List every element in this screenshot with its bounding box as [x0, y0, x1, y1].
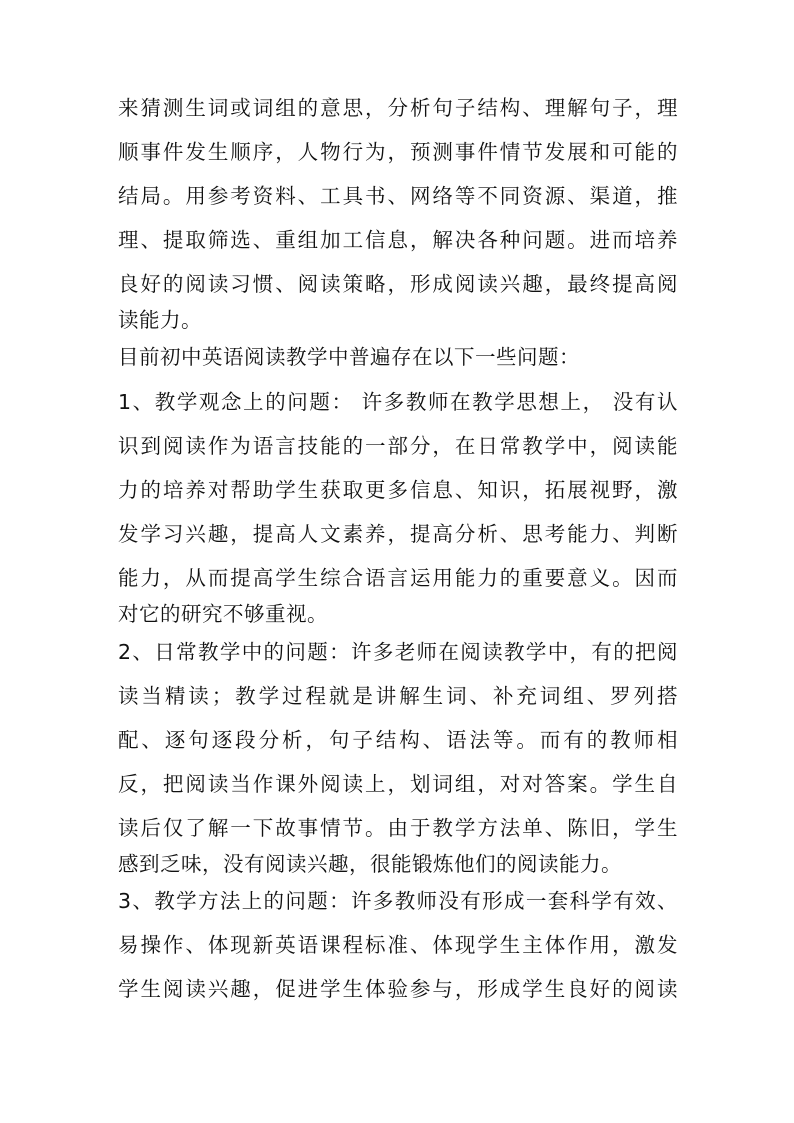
- text-line: 目前初中英语阅读教学中普遍存在以下一些问题：: [118, 345, 580, 369]
- text-line: 3、教学方法上的问题：许多教师没有形成一套科学有效、: [118, 889, 678, 913]
- text-line: 顺事件发生顺序，人物行为，预测事件情节发展和可能的: [118, 140, 678, 164]
- text-line: 易操作、体现新英语课程标准、体现学生主体作用，激发: [118, 933, 678, 957]
- text-line: 来猜测生词或词组的意思，分析句子结构、理解句子，理: [118, 96, 678, 120]
- text-line: 感到乏味，没有阅读兴趣，很能锻炼他们的阅读能力。: [118, 852, 622, 876]
- text-line: 能力，从而提高学生综合语言运用能力的重要意义。因而: [118, 566, 678, 590]
- text-line: 理、提取筛选、重组加工信息，解决各种问题。进而培养: [118, 228, 678, 252]
- text-line: 2、日常教学中的问题：许多老师在阅读教学中，有的把阅: [118, 640, 678, 664]
- text-line: 发学习兴趣，提高人文素养，提高分析、思考能力、判断: [118, 522, 678, 546]
- text-line: 识到阅读作为语言技能的一部分，在日常教学中，阅读能: [118, 434, 678, 458]
- text-line: 力的培养对帮助学生获取更多信息、知识，拓展视野，激: [118, 478, 678, 502]
- text-line: 学生阅读兴趣，促进学生体验参与，形成学生良好的阅读: [118, 977, 678, 1001]
- text-line: 1、教学观念上的问题： 许多教师在教学思想上， 没有认: [118, 390, 678, 414]
- text-line: 反，把阅读当作课外阅读上，划词组，对对答案。学生自: [118, 772, 678, 796]
- text-line: 良好的阅读习惯、阅读策略，形成阅读兴趣，最终提高阅: [118, 272, 678, 296]
- text-line: 对它的研究不够重视。: [118, 602, 328, 626]
- text-line: 读当精读；教学过程就是讲解生词、补充词组、罗列搭: [118, 684, 678, 708]
- text-line: 配、逐句逐段分析，句子结构、语法等。而有的教师相: [118, 728, 678, 752]
- text-line: 读后仅了解一下故事情节。由于教学方法单、陈旧，学生: [118, 816, 678, 840]
- text-line: 结局。用参考资料、工具书、网络等不同资源、渠道，推: [118, 184, 678, 208]
- text-line: 读能力。: [118, 308, 202, 332]
